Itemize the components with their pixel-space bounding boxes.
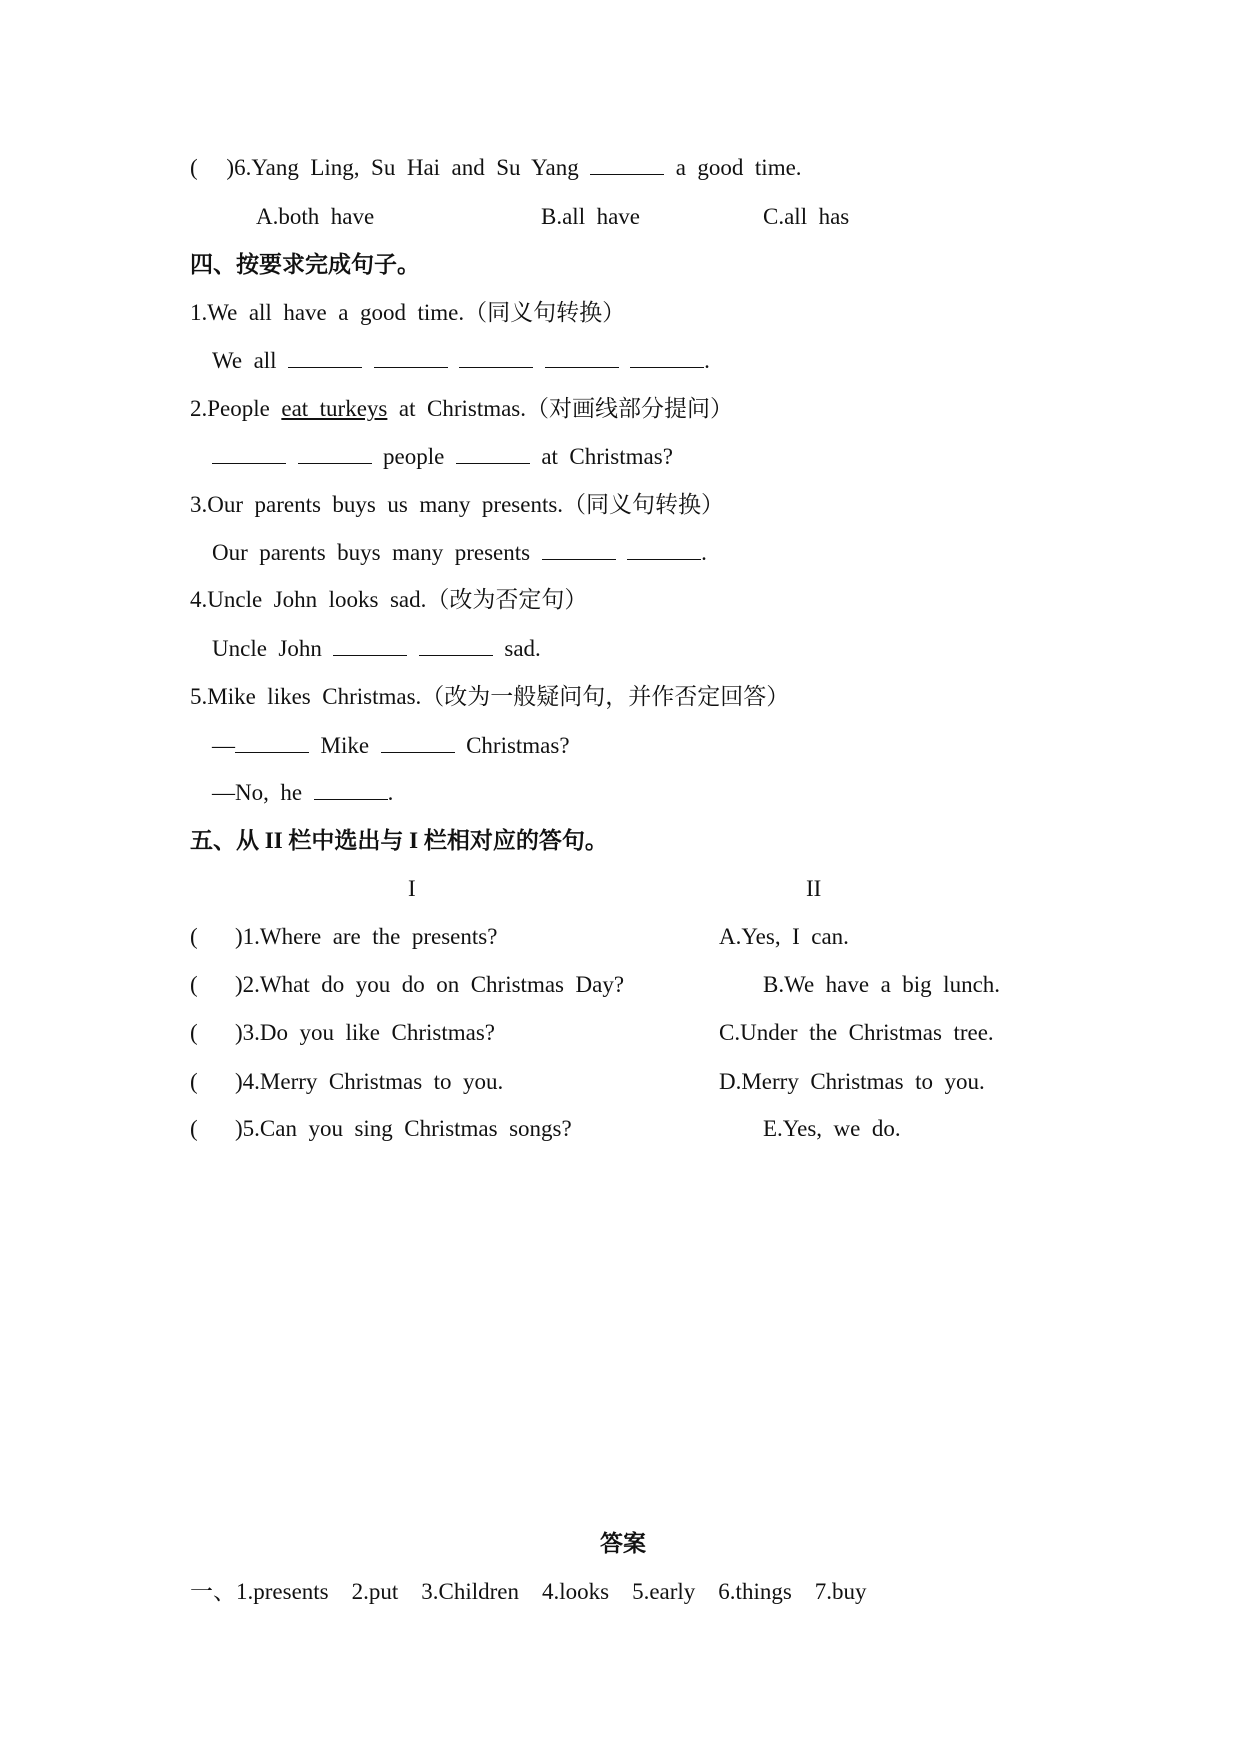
blank xyxy=(381,732,455,753)
answer-tail: Christmas? xyxy=(466,733,570,758)
option-c: C.all has xyxy=(763,204,850,229)
s4-q1: 1.We all have a good time.（同义句转换） xyxy=(190,300,626,325)
section-5-title: 五、从 II 栏中选出与 I 栏相对应的答句。 xyxy=(190,828,608,853)
s4-a1: We all . xyxy=(212,348,710,373)
question-6 xyxy=(190,154,802,182)
underlined-phrase: eat turkeys xyxy=(281,396,388,421)
blank xyxy=(419,635,493,656)
question: )3.Do you like Christmas? xyxy=(235,1020,495,1045)
option-b: B.all have xyxy=(541,204,640,229)
q-post: at Christmas.（对画线部分提问） xyxy=(387,396,734,421)
answer-word: Mike xyxy=(320,733,370,758)
question: )4.Merry Christmas to you. xyxy=(235,1069,504,1094)
worksheet-page: ( )6.Yang Ling, Su Hai and Su Yang a good time. A.both have B.all have C.all has 四、按要求完成句子。 1.We all have a good time.（同义句转换） We all . 2.People eat turkeys at Christmas.（对画线部分提问） people at Christmas? 3.Our parents buys us many presents.（同义句转换） Our parents buys many presents . 4.Uncle John looks sad.（改为否定句） Uncle John sad. 5.Mike likes Christmas.（改为一般疑问句，并作否定回答） — Mike Christmas? —No, he . 五、从 II 栏中选出与 I 栏相对应的答句。 I II ( )1.Where are the presents? A.Yes, I can. ( )2.What do you do on Christmas Day? B.We have a big lunch. ( )3.Do you like Christmas? C.Under the Christmas tree. ( )4.Merry Christmas to you. D.Merry Christmas to you. ( )5.Can you sing Christmas songs? E.Yes, we do. 答案 一、1.presents 2.put 3.Children 4.looks 5.early 6.things 7.buy xyxy=(0,0,1241,1754)
blank xyxy=(333,635,407,656)
blank xyxy=(459,347,533,368)
blank xyxy=(542,539,616,560)
answer-prefix: Uncle John xyxy=(212,636,322,661)
blank xyxy=(235,732,309,753)
question-tail: a good time. xyxy=(675,155,802,180)
blank xyxy=(630,347,704,368)
answer-paren: ( xyxy=(190,155,198,180)
blank xyxy=(374,347,448,368)
s4-a5-1 xyxy=(212,732,570,760)
answer-tail: at Christmas? xyxy=(541,444,673,469)
s4-q3: 3.Our parents buys us many presents.（同义句转换） xyxy=(190,492,725,517)
column-ii-header: II xyxy=(806,876,822,901)
s4-a5-2: —No, he . xyxy=(212,780,394,805)
blank xyxy=(298,443,372,464)
column-i-header: I xyxy=(408,876,416,901)
blank xyxy=(590,154,664,175)
s4-q4: 4.Uncle John looks sad.（改为否定句） xyxy=(190,587,588,612)
answer-tail: sad. xyxy=(504,636,541,661)
question-text: )6.Yang Ling, Su Hai and Su Yang xyxy=(226,155,579,180)
match-answer: B.We have a big lunch. xyxy=(763,972,1001,997)
s4-a3: Our parents buys many presents . xyxy=(212,540,707,565)
s4-a2 xyxy=(212,443,673,471)
blank xyxy=(314,779,388,800)
question: )5.Can you sing Christmas songs? xyxy=(235,1116,572,1141)
blank xyxy=(545,347,619,368)
answers-title: 答案 xyxy=(600,1531,646,1556)
answer-word: people xyxy=(383,444,445,469)
answer-prefix: We all xyxy=(212,348,277,373)
match-answer: A.Yes, I can. xyxy=(719,924,849,949)
blank xyxy=(627,539,701,560)
blank xyxy=(456,443,530,464)
answer-prefix: Our parents buys many presents xyxy=(212,540,531,565)
match-answer: E.Yes, we do. xyxy=(763,1116,901,1141)
q-pre: 2.People xyxy=(190,396,282,421)
s4-a4 xyxy=(212,635,541,663)
answers-line: 一、1.presents 2.put 3.Children 4.looks 5.early 6.things 7.buy xyxy=(190,1579,867,1604)
blank xyxy=(212,443,286,464)
blank xyxy=(288,347,362,368)
match-answer: C.Under the Christmas tree. xyxy=(719,1020,994,1045)
question: )2.What do you do on Christmas Day? xyxy=(235,972,625,997)
s4-q2 xyxy=(190,395,733,423)
option-a: A.both have xyxy=(256,204,375,229)
question: )1.Where are the presents? xyxy=(235,924,498,949)
answer-prefix: —No, he xyxy=(212,780,303,805)
section-4-title: 四、按要求完成句子。 xyxy=(190,252,420,277)
match-answer: D.Merry Christmas to you. xyxy=(719,1069,985,1094)
s4-q5: 5.Mike likes Christmas.（改为一般疑问句，并作否定回答） xyxy=(190,684,790,709)
dash: — xyxy=(212,733,235,758)
